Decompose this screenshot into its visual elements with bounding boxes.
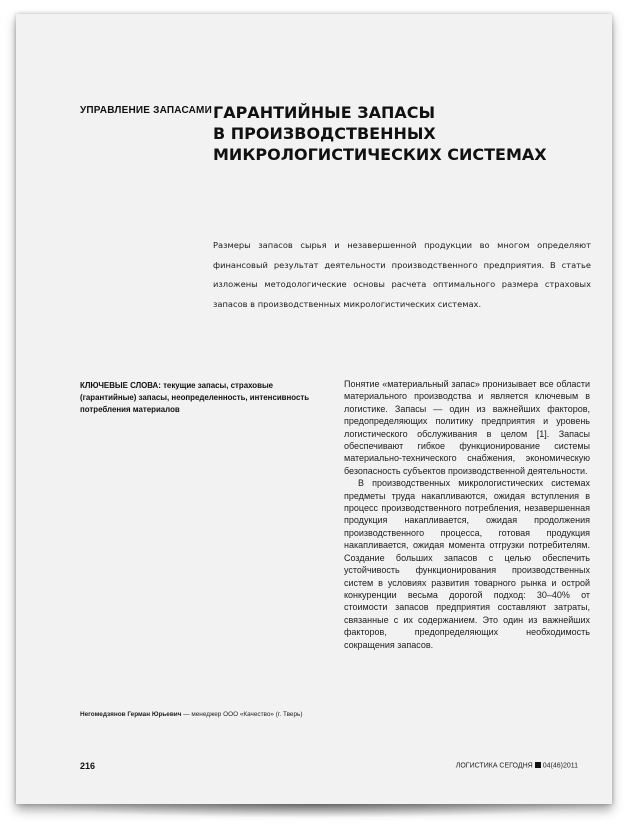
section-label: УПРАВЛЕНИЕ ЗАПАСАМИ [80,105,212,116]
title-line: МИКРОЛОГИСТИЧЕСКИХ СИСТЕМАХ [213,145,547,164]
page-number: 216 [80,761,96,771]
lead-paragraph: Размеры запасов сырья и незавершенной продукции во многом определяют финансовый результат деятельности производственного предприятия. В статье изложены методологические основы расчета оптимального размера страховых запасов в производственных микрологистических системах. [213,240,591,309]
journal-name: ЛОГИСТИКА СЕГОДНЯ [455,762,533,770]
author-info [80,711,302,718]
keywords: КЛЮЧЕВЫЕ СЛОВА: текущие запасы, страховые (гарантийные) запасы, неопределенность, интенсивность потребления материалов [80,381,310,414]
document-page [16,14,612,804]
journal-footer [456,762,578,770]
body-paragraph: Понятие «материальный запас» пронизывает все области материального производства и является ключевым в логистике. Запасы — один из важнейших факторов, предопределяющих политику предприятия и уровень логистического обслуживания в целом [1]. Запасы обеспечивают гибкое функционирование системы материально-технического снабжения, экономическую безопасность субъектов производственной деятельности. [344,379,590,476]
author-role: — менеджер ООО «Качество» (г. Тверь) [183,711,303,718]
title-line: В ПРОИЗВОДСТВЕННЫХ [213,124,436,143]
author-name: Негомедзянов Герман Юрьевич [80,711,182,718]
body-text [344,378,590,651]
body-paragraph: В производственных микрологистических системах предметы труда накапливаются, ожидая вступления в процесс производственного потребления, незавершенная продукция накапливается, ожидая продолжения производственного процесса, готовая продукция накапливается, ожидая момента отгрузки потребителям. Создание больших запасов с целью обеспечить устойчивость функционирования производственных систем в условиях развития товарного рынка и острой конкуренции весьма дорогой подход: 30–40% от стоимости запасов предприятия составляют затраты, связанные с их содержанием. Это один из важнейших факторов, предопределяющих необходимость сокращения запасов. [344,478,590,650]
journal-issue: 04(46)2011 [542,762,578,770]
title-line: ГАРАНТИЙНЫЕ ЗАПАСЫ [213,103,436,122]
article-title [213,102,547,165]
square-icon [535,762,541,768]
